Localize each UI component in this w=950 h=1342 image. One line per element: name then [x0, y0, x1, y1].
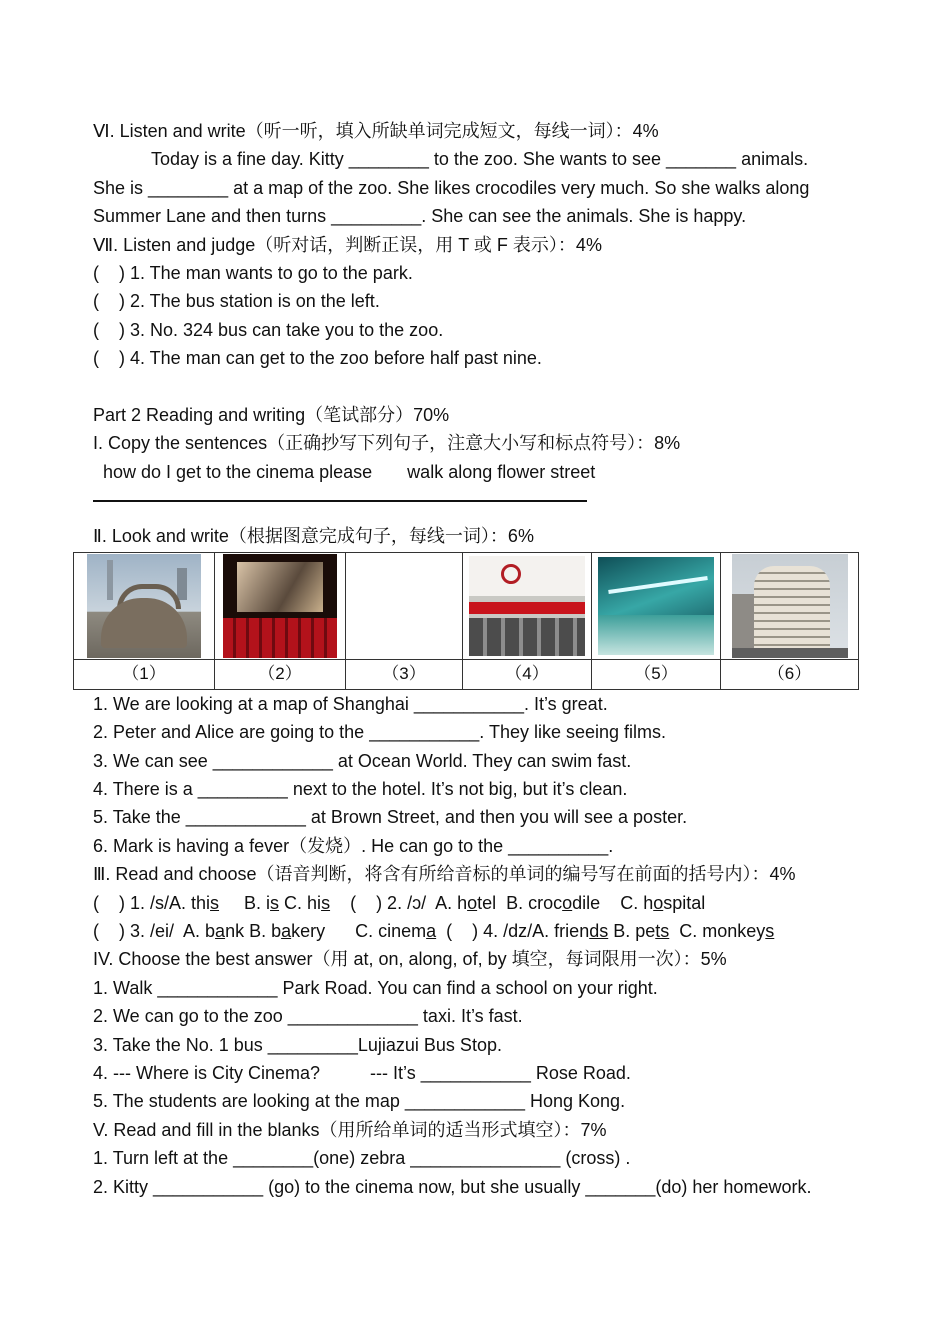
picture-cell-6 [721, 553, 859, 660]
spacer [93, 373, 863, 401]
look-item-4: 4. There is a _________ next to the hotel. It’s not big, but it’s clean. [93, 779, 628, 800]
read-choose-heading: Ⅲ. Read and choose（语音判断，将含有所给音标的单词的编号写在前面的括号内）：4% [93, 864, 796, 885]
picture-cell-2 [215, 553, 346, 660]
fill-item-1: 1. Turn left at the ________(one) zebra _______________ (cross) . [93, 1148, 631, 1169]
look-item-5: 5. Take the ____________ at Brown Street, and then you will see a poster. [93, 807, 688, 828]
look-item-6: 6. Mark is having a fever（发烧）. He can go to the __________. [93, 835, 614, 856]
fill-item-2: 2. Kitty ___________ (go) to the cinema now, but she usually _______(do) her homework. [93, 1176, 812, 1197]
copy-sentence: how do I get to the cinema please walk along flower street [93, 461, 596, 482]
judge-item-3: ( ) 3. No. 324 bus can take you to the zoo. [93, 319, 444, 340]
judge-item-1: ( ) 1. The man wants to go to the park. [93, 262, 413, 283]
picture-caption-4: （4） [463, 660, 592, 689]
choose-item-5: 5. The students are looking at the map ____________ Hong Kong. [93, 1091, 626, 1112]
picture-caption-3: （3） [346, 660, 463, 689]
fill-heading: V. Read and fill in the blanks（用所给单词的适当形式填空）：7% [93, 1119, 607, 1140]
phonics-row-2: ( ) 3. /ei/ A. bank B. bakery C. cinema ( ) 4. /dz/A. friends B. pets C. monkeys [93, 921, 775, 941]
look-item-3: 3. We can see ____________ at Ocean World. They can swim fast. [93, 750, 632, 771]
picture-caption-5: （5） [592, 660, 721, 689]
look-item-2: 2. Peter and Alice are going to the ___________. They like seeing films. [93, 722, 667, 743]
phonics-row-1: ( ) 1. /s/A. this B. is C. his ( ) 2. /ɔ/ A. hotel B. crocodile C. hospital [93, 892, 706, 913]
picture-cell-1 [74, 553, 215, 660]
copy-heading: I. Copy the sentences（正确抄写下列句子，注意大小写和标点符号）：8% [93, 433, 681, 454]
picture-caption-1: （1） [74, 660, 215, 689]
bank-picture [469, 556, 585, 656]
museum-picture [87, 554, 201, 658]
passage-line-1: Today is a fine day. Kitty ________ to the zoo. She wants to see _______ animals. [151, 149, 809, 170]
worksheet-page [93, 117, 863, 1201]
picture-caption-6: （6） [721, 660, 859, 689]
part-2-heading: Part 2 Reading and writing（笔试部分）70% [93, 404, 450, 425]
copy-answer-line[interactable] [93, 490, 587, 502]
picture-cell-3 [346, 553, 463, 660]
cinema-picture [223, 554, 337, 658]
section-6-heading: Ⅵ. Listen and write（听一听，填入所缺单词完成短文，每线一词）：4% [93, 121, 659, 141]
choose-item-4: 4. --- Where is City Cinema? --- It’s ___________ Rose Road. [93, 1062, 631, 1083]
hospital-picture [732, 554, 848, 658]
look-item-1: 1. We are looking at a map of Shanghai ___________. It’s great. [93, 693, 608, 714]
picture-cell-5 [592, 553, 721, 660]
picture-table [73, 552, 859, 689]
picture-caption-2: （2） [215, 660, 346, 689]
look-write-heading: Ⅱ. Look and write（根据图意完成句子，每线一词）：6% [93, 526, 534, 547]
section-7-heading: Ⅶ. Listen and judge（听对话，判断正误，用 T 或 F 表示）：4% [93, 234, 602, 255]
judge-item-4: ( ) 4. The man can get to the zoo before half past nine. [93, 348, 542, 369]
passage-line-2: She is ________ at a map of the zoo. She likes crocodiles very much. So she walks along [93, 177, 810, 198]
choose-item-1: 1. Walk ____________ Park Road. You can find a school on your right. [93, 977, 658, 998]
choose-item-2: 2. We can go to the zoo _____________ taxi. It’s fast. [93, 1006, 523, 1027]
choose-heading: IV. Choose the best answer（用 at, on, along, of, by 填空，每词限用一次）：5% [93, 949, 727, 970]
passage-line-3: Summer Lane and then turns _________. She can see the animals. She is happy. [93, 206, 747, 227]
metro-station-picture [598, 557, 714, 655]
judge-item-2: ( ) 2. The bus station is on the left. [93, 291, 380, 312]
choose-item-3: 3. Take the No. 1 bus _________Lujiazui Bus Stop. [93, 1034, 502, 1055]
picture-cell-4 [463, 553, 592, 660]
